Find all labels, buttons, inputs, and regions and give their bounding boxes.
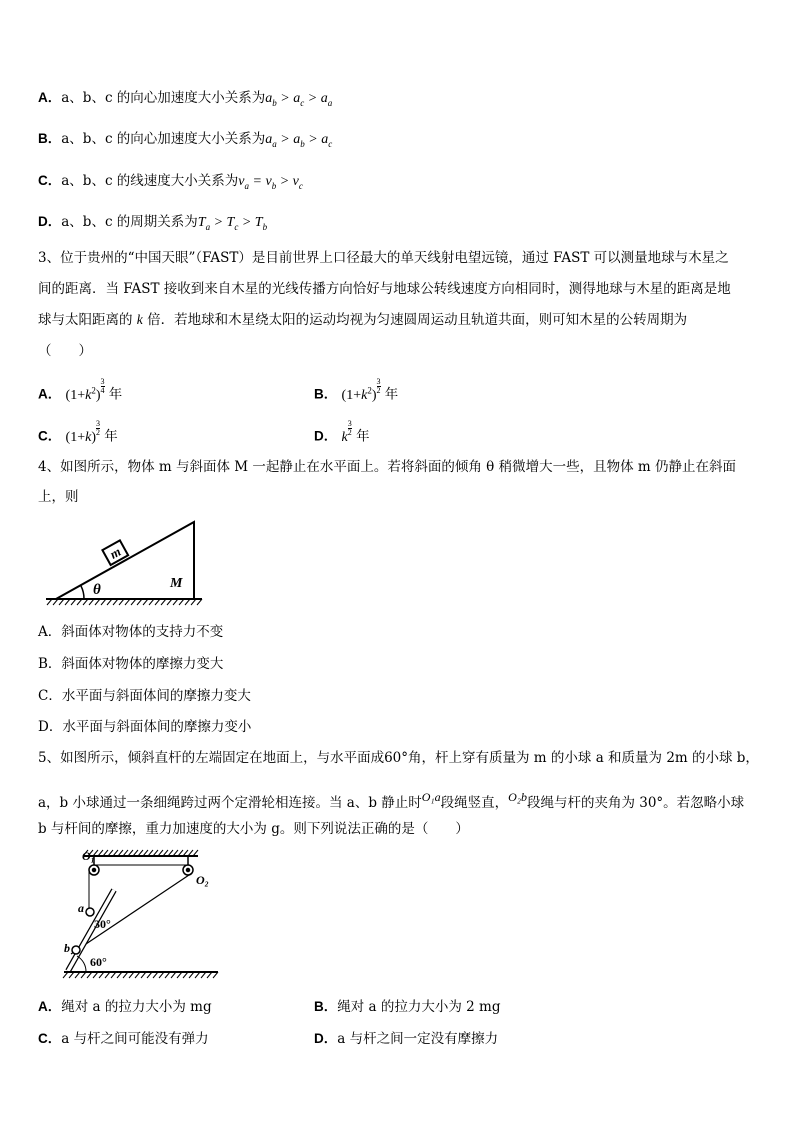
- option-label: D．: [38, 214, 62, 229]
- q5-stem-line-1: 5、如图所示，倾斜直杆的左端固定在地面上，与水平面成60°角，杆上穿有质量为 m 的小球 a 和质量为 2m 的小球 b，: [38, 750, 759, 766]
- block-label: m: [107, 543, 124, 562]
- q5-stem-text: 段绳竖直，: [440, 795, 509, 811]
- q4-option-c: C．水平面与斜面体间的摩擦力变大: [38, 688, 251, 704]
- q3-stem-line-2: 间的距离．当 FAST 接收到来自木星的光线传播方向恰好与地球公转线速度方向相同时，测得地球与木星的距离是地: [38, 281, 731, 297]
- q4-option-a: A．斜面体对物体的支持力不变: [38, 624, 224, 640]
- option-text: a、b、c 的向心加速度大小关系为: [61, 90, 266, 106]
- wedge-label: M: [170, 576, 183, 591]
- q2-option-d: [38, 212, 267, 237]
- option-math: $a_b > a_c > a_a$: [265, 91, 333, 108]
- label-o2: O₂: [196, 873, 209, 887]
- option-math: $v_a = v_b > v_c$: [238, 174, 303, 191]
- option-label: C．: [38, 1031, 62, 1046]
- q5-stem-line-3: b 与杆间的摩擦，重力加速度的大小为 g。则下列说法正确的是（ ）: [38, 821, 469, 837]
- option-label: D．: [314, 1031, 338, 1046]
- q3-stem-text: 倍．若地球和木星绕太阳的运动均视为匀速圆周运动且轨道共面，则可知木星的公转周期为: [142, 312, 688, 328]
- option-math: (1+k) $\frac{3}{2}$: [65, 419, 100, 445]
- q3-stem-text: 球与太阳距离的: [38, 312, 137, 328]
- option-label: B．: [314, 999, 338, 1014]
- ground: [63, 972, 218, 978]
- option-text: a、b、c 的向心加速度大小关系为: [61, 131, 266, 147]
- option-label: C．: [38, 173, 62, 188]
- option-unit: 年: [356, 428, 370, 445]
- q5-option-c: [38, 1029, 209, 1049]
- q5-pulley-figure: [56, 846, 226, 980]
- option-text: 绳对 a 的拉力大小为 mg: [61, 999, 212, 1015]
- q5-stem-text: a，b 小球通过一条细绳跨过两个定滑轮相连接。当 a、b 静止时: [38, 795, 422, 811]
- q4-stem-line-1: 4、如图所示，物体 m 与斜面体 M 一起静止在水平面上。若将斜面的倾角 θ 稍微增大一些，且物体 m 仍静止在斜面: [38, 459, 736, 475]
- label-60-deg: 60°: [90, 955, 107, 969]
- q3-stem-line-1: 3、位于贵州的“中国天眼”（FAST）是目前世界上口径最大的单天线射电望远镜，通过 FAST 可以测量地球与木星之: [38, 250, 729, 266]
- option-math: k $\frac{3}{2}$: [341, 419, 352, 445]
- option-math: $a_a > a_b > a_c$: [265, 132, 333, 149]
- option-math: $(1+k^2)$ $\frac{3}{4}$: [65, 377, 105, 403]
- ball-b: [72, 946, 80, 954]
- label-o1: O₁: [82, 849, 95, 863]
- q2-option-b: [38, 129, 332, 154]
- q5-option-a: [38, 997, 212, 1017]
- option-text: a、b、c 的周期关系为: [61, 214, 198, 230]
- option-unit: 年: [384, 386, 399, 403]
- q3-option-c: [38, 420, 118, 448]
- option-label: A．: [38, 386, 62, 402]
- q4-option-d: D．水平面与斜面体间的摩擦力变小: [38, 719, 252, 735]
- q4-option-b: B．斜面体对物体的摩擦力变大: [38, 656, 224, 672]
- q5-stem-line-2: [38, 787, 744, 813]
- label-30-deg: 30°: [94, 917, 111, 931]
- q2-option-a: [38, 88, 332, 113]
- q5-segment-o2b: O₂b: [508, 790, 527, 804]
- option-math: $T_a > T_c > T_b$: [197, 215, 268, 232]
- option-label: D．: [314, 428, 338, 444]
- option-label: A．: [38, 999, 62, 1014]
- angle-arc: [81, 586, 84, 599]
- option-label: B．: [314, 386, 338, 402]
- q3-option-b: [314, 378, 398, 406]
- q5-segment-o1a: O₁a: [421, 790, 441, 804]
- q3-option-a: [38, 378, 122, 406]
- label-a: a: [78, 901, 84, 915]
- q5-stem-text: 段绳与杆的夹角为 30°。若忽略小球: [526, 795, 745, 811]
- q5-option-d: [314, 1029, 498, 1049]
- ceiling: [83, 850, 198, 856]
- label-b: b: [64, 941, 70, 955]
- option-math: $(1+k^2)$ $\frac{3}{2}$: [341, 377, 381, 403]
- q3-option-d: [314, 420, 370, 448]
- q3-stem-line-3: [38, 310, 687, 330]
- q3-answer-blank: （ ）: [38, 343, 92, 359]
- option-unit: 年: [104, 428, 118, 445]
- option-text: a 与杆之间可能没有弹力: [61, 1031, 209, 1047]
- option-text: a、b、c 的线速度大小关系为: [61, 173, 239, 189]
- option-text: 绳对 a 的拉力大小为 2 mg: [337, 999, 501, 1015]
- option-label: C．: [38, 428, 62, 444]
- angle-label: θ: [93, 582, 101, 598]
- q5-option-b: [314, 997, 501, 1017]
- q4-incline-figure: [44, 520, 206, 608]
- q2-option-c: [38, 171, 303, 196]
- q4-stem-line-2: 上，则: [38, 489, 79, 505]
- q3-variable-k: k: [136, 312, 143, 327]
- ball-a: [86, 908, 94, 916]
- option-label: B．: [38, 131, 62, 146]
- option-label: A．: [38, 90, 62, 105]
- option-text: a 与杆之间一定没有摩擦力: [337, 1031, 499, 1047]
- option-unit: 年: [108, 386, 123, 403]
